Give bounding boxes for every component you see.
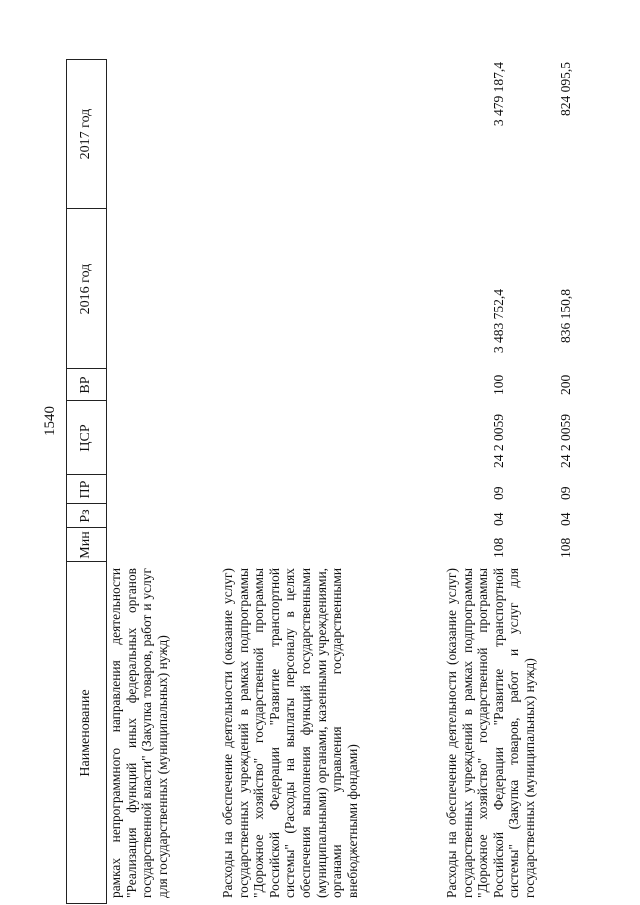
header-pr: ПР (78, 480, 93, 499)
row-description: рамках непрограммного направления деятельности "Реализация функций иных федеральных органов государственной власти" (Закупка товаров, работ и услуг для государственных (муниципальных) нужд) (108, 568, 170, 898)
cell-2017: 3 479 187,4 (491, 62, 506, 127)
cell-min: 108 (558, 537, 573, 558)
header-2016: 2016 год (78, 263, 93, 315)
cell-pr: 09 (558, 486, 573, 500)
cell-min: 108 (491, 537, 506, 558)
header-vr: ВР (78, 376, 93, 394)
header-name: Наименование (78, 689, 93, 777)
row-description: Расходы на обеспечение деятельности (оказание услуг) государственных учреждений в рамках подпрограммы "Дорожное хозяйство" государственной программы Российской Федерации "Развитие транспортной системы" (Закупка товаров, работ и услуг для государственных (муниципальных) нужд) (444, 568, 537, 898)
header-bottom-border (106, 59, 107, 904)
cell-rz: 04 (558, 512, 573, 526)
cell-2017: 824 095,5 (558, 62, 573, 116)
page-number: 1540 (42, 406, 58, 436)
cell-csr: 24 2 0059 (491, 414, 506, 468)
row-description: Расходы на обеспечение деятельности (оказание услуг) государственных учреждений в рамках подпрограммы "Дорожное хозяйство" государственной программы Российской Федерации "Развитие транспортной системы" (Расходы на выплаты персоналу в целях обеспечения выполнения функций государственными (муниципальными) органами, казенными учреждениями, органами управления государственными внебюджетными фондами) (220, 568, 360, 898)
cell-vr: 200 (558, 374, 573, 395)
cell-pr: 09 (491, 486, 506, 500)
cell-2016: 3 483 752,4 (491, 289, 506, 354)
header-rz: Рз (78, 509, 93, 523)
header-2017: 2017 год (78, 108, 93, 160)
header-csr: ЦСР (78, 424, 93, 452)
budget-table (66, 59, 586, 904)
cell-rz: 04 (491, 512, 506, 526)
cell-vr: 100 (491, 374, 506, 395)
cell-2016: 836 150,8 (558, 289, 573, 343)
cell-csr: 24 2 0059 (558, 414, 573, 468)
header-min: Мин (78, 531, 93, 559)
